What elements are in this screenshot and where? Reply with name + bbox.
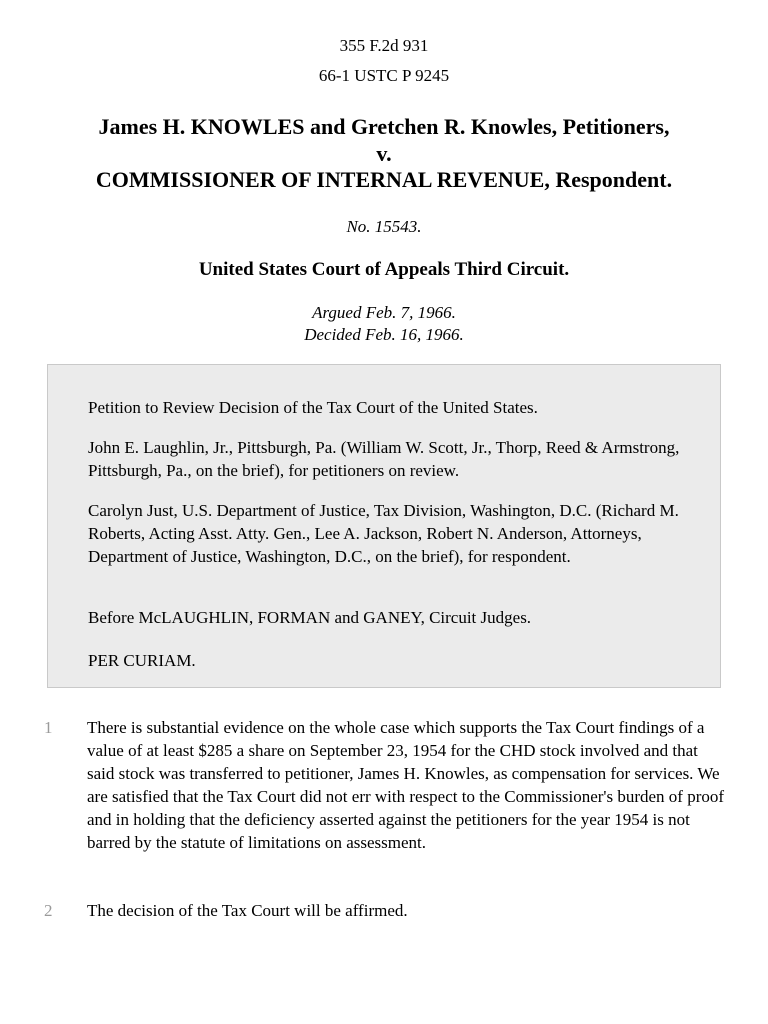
caption-versus: v. (376, 141, 392, 166)
argued-date: Argued Feb. 7, 1966. (312, 303, 456, 322)
counsel-respondent: Carolyn Just, U.S. Department of Justice, Tax Division, Washington, D.C. (Richard M. Roberts, Acting Asst. Atty. Gen., Lee A. Jackson, Robert N. Anderson, Attorneys, Department of Justice, Washington, D.C., on the brief), for respondent. (88, 501, 679, 566)
paragraph-number: 2 (44, 901, 53, 920)
case-summary-box (47, 364, 721, 688)
docket-number: No. 15543. (346, 217, 422, 236)
ustc-citation: 66-1 USTC P 9245 (318, 66, 450, 85)
paragraph-number: 1 (44, 718, 53, 737)
paragraph-text: There is substantial evidence on the whole case which supports the Tax Court findings of a value of at least $285 a share on September 23, 1954 for the CHD stock involved and that said stock was transferred to petitioner, James H. Knowles, as compensation for services. We are satisfied that the Tax Court did not err with respect to the Commissioner's burden of proof and in holding that the deficiency asserted against the petitioners for the year 1954 is not barred by the statute of limitations on assessment. (87, 718, 725, 852)
court-name: United States Court of Appeals Third Circuit. (198, 259, 570, 280)
decided-date: Decided Feb. 16, 1966. (304, 325, 464, 344)
caption-petitioners: James H. KNOWLES and Gretchen R. Knowles, Petitioners, (98, 114, 670, 139)
counsel-petitioners: John E. Laughlin, Jr., Pittsburgh, Pa. (William W. Scott, Jr., Thorp, Reed & Armstrong, Pittsburgh, Pa., on the brief), for petitioners on review. (88, 438, 680, 480)
judges-panel: Before McLAUGHLIN, FORMAN and GANEY, Circuit Judges. (88, 608, 532, 627)
petition-text: Petition to Review Decision of the Tax Court of the United States. (88, 398, 538, 417)
caption-respondent: COMMISSIONER OF INTERNAL REVENUE, Respondent. (95, 167, 673, 192)
per-curiam: PER CURIAM. (88, 651, 196, 670)
reporter-citation: 355 F.2d 931 (339, 36, 429, 55)
paragraph-text: The decision of the Tax Court will be affirmed. (87, 901, 408, 920)
